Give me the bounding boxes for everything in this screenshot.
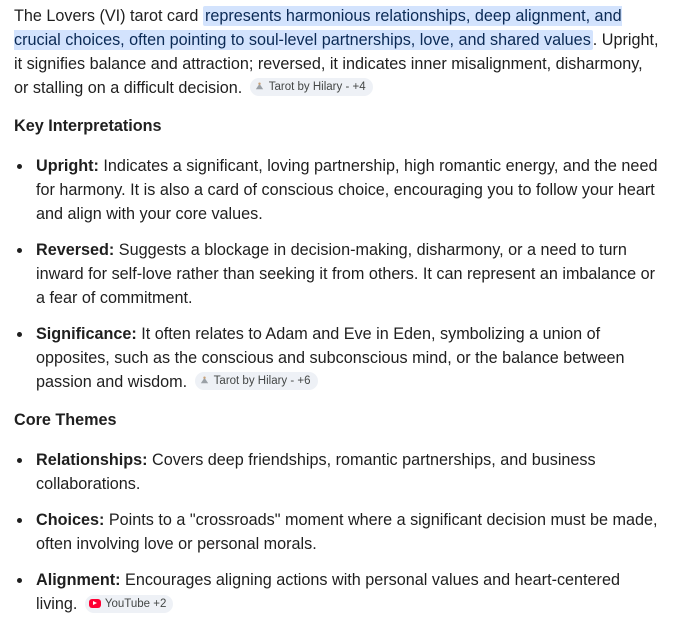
- list-item-term: Choices:: [36, 511, 105, 529]
- intro-highlight[interactable]: represents harmonious relationships, deep alignment, and crucial choices, often pointing to soul-level partnerships, love, and shared values: [14, 7, 622, 49]
- list-item-text: It often relates to Adam and Eve in Eden, symbolizing a union of opposites, such as the conscious and subconscious mind, or the balance between passion and wisdom.: [36, 325, 625, 391]
- citation-label: YouTube +2: [104, 597, 167, 610]
- list-item-relationships: [14, 448, 661, 496]
- source-favicon-icon: [199, 375, 210, 386]
- citation-chip-intro[interactable]: [250, 78, 373, 96]
- section-heading-core-themes: Core Themes: [14, 411, 117, 429]
- core-themes-list: [14, 448, 661, 616]
- key-interpretations-list: [14, 154, 661, 394]
- list-item-term: Alignment:: [36, 571, 121, 589]
- section-heading-key-interpretations: Key Interpretations: [14, 117, 162, 135]
- citation-label: Tarot by Hilary - +4: [268, 80, 366, 93]
- citation-label: Tarot by Hilary - +6: [213, 374, 311, 387]
- list-item-text: Encourages aligning actions with personal values and heart-centered living.: [36, 571, 620, 613]
- intro-prefix: The Lovers (VI) tarot card: [14, 7, 203, 25]
- intro-suffix: . Upright, it signifies balance and attraction; reversed, it indicates inner misalignment, disharmony, or stalling on a difficult decision.: [14, 31, 659, 97]
- citation-chip-significance[interactable]: [195, 372, 318, 390]
- list-item-term: Upright:: [36, 157, 99, 175]
- source-favicon-icon: [254, 81, 265, 92]
- citation-chip-alignment[interactable]: [85, 595, 174, 613]
- list-item-term: Reversed:: [36, 241, 115, 259]
- youtube-icon: [89, 599, 101, 608]
- list-item-reversed: [14, 238, 661, 310]
- list-item-term: Significance:: [36, 325, 137, 343]
- list-item-alignment: [14, 568, 661, 616]
- list-item-text: Suggests a blockage in decision-making, disharmony, or a need to turn inward for self-love rather than seeking it from others. It can represent an imbalance or a fear of commitment.: [36, 241, 656, 307]
- list-item-upright: [14, 154, 661, 226]
- list-item-term: Relationships:: [36, 451, 148, 469]
- list-item-text: Points to a "crossroads" moment where a significant decision must be made, often involving love or personal morals.: [36, 511, 658, 553]
- intro-paragraph: [14, 4, 661, 100]
- list-item-text: Indicates a significant, loving partnership, high romantic energy, and the need for harmony. It is also a card of conscious choice, encouraging you to follow your heart and align with your core values.: [36, 157, 658, 223]
- list-item-significance: [14, 322, 661, 394]
- list-item-choices: [14, 508, 661, 556]
- list-item-text: Covers deep friendships, romantic partnerships, and business collaborations.: [36, 451, 596, 493]
